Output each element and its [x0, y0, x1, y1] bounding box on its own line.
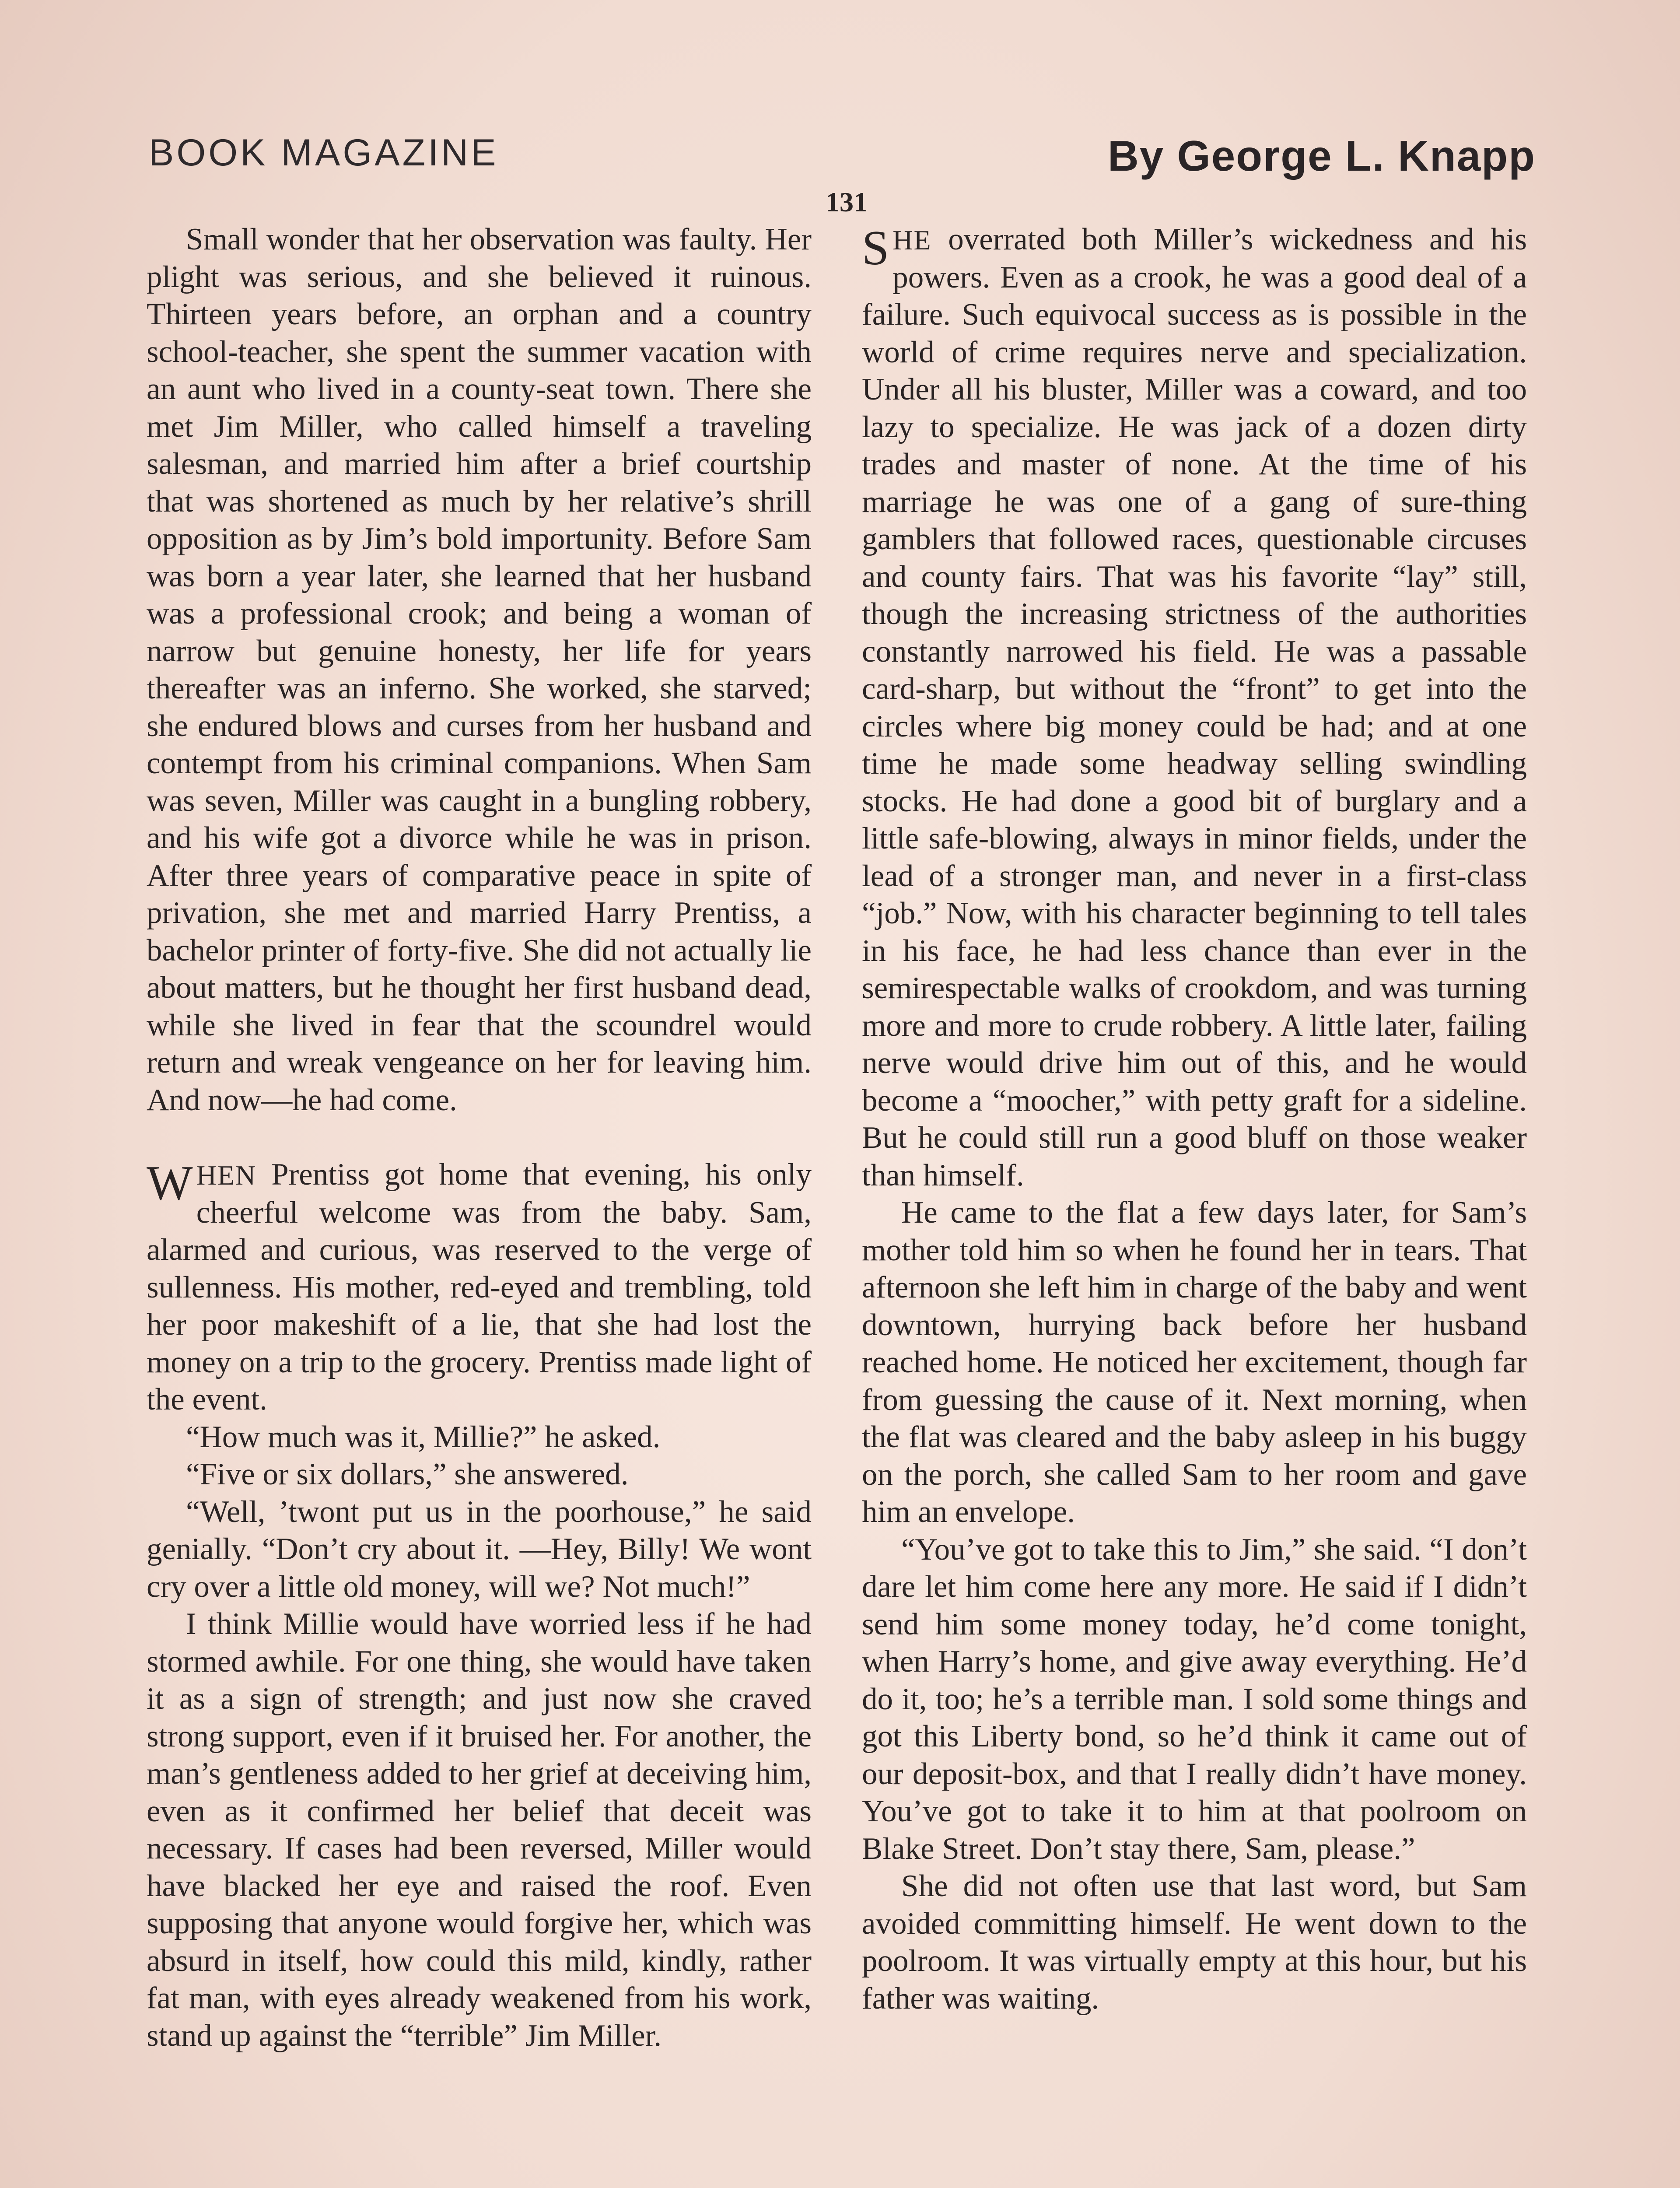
page-number: 131 [826, 186, 868, 217]
paragraph: Small wonder that her observation was faulty. Her plight was serious, and she believed it ruinous. Thirteen years before, an orphan and a country school-teacher, she spent the summer vacation with an aunt who lived in a county-seat town. There she met Jim Miller, who called himself a traveling salesman, and married him after a brief courtship that was shortened as much by her relative’s shrill opposition as by Jim’s bold importunity. Before Sam was born a year later, she learned that her husband was a professional crook; and being a woman of narrow but genuine honesty, her life for years thereafter was an inferno. She worked, she starved; she endured blows and curses from her husband and contempt from his criminal companions. When Sam was seven, Miller was caught in a bungling robbery, and his wife got a divorce while he was in prison. After three years of comparative peace in spite of privation, she met and married Harry Prentiss, a bachelor printer of forty-five. She did not actually lie about matters, but he thought her first husband dead, while she lived in fear that the scoundrel would return and wreak vengeance on her for leaving him. And now—he had come. [147, 222, 812, 1117]
paragraph: I think Millie would have worried less if he had stormed awhile. For one thing, she would have taken it as a sign of strength; and just now she craved strong support, even if it bruised her. For another, the man’s gentleness added to her grief at deceiving him, even as it confirmed her belief that deceit was necessary. If cases had been reversed, Miller would have blacked her eye and raised the roof. Even supposing that anyone would forgive her, which was absurd in itself, how could this mild, kindly, rather fat man, with eyes already weakened from his work, stand up against the “terrible” Jim Miller. [147, 1607, 812, 2053]
paragraph: “How much was it, Millie?” he asked. [186, 1420, 661, 1454]
paragraph-section-start [862, 221, 1527, 1194]
paragraph-text: Prentiss got home that evening, his only cheerful welcome was from the baby. Sam, alarmed and curious, was reserved to the verge of sullenness. His mother, red-eyed and trembling, told her poor makeshift of a lie, that she had lost the money on a trip to the grocery. Prentiss made light of the event. [147, 1157, 812, 1417]
paragraph-text: overrated both Miller’s wickedness and his powers. Even as a crook, he was a good deal of a failure. Such equivocal success as is possible in the world of crime requires nerve and specialization. Under all his bluster, Miller was a coward, and too lazy to specialize. He was jack of a dozen dirty trades and master of none. At the time of his marriage he was one of a gang of sure-thing gamblers that followed races, questionable circuses and county fairs. That was his favorite “lay” still, though the increasing strictness of the authorities constantly narrowed his field. He was a passable card-sharp, but without the “front” to get into the circles where big money could be had; and at one time he made some headway selling swindling stocks. He had done a good bit of burglary and a little safe-blowing, always in minor fields, under the lead of a stronger man, and never in a first-class “job.” Now, with his character beginning to tell tales in his face, he had less chance than ever in the semirespectable walks of crookdom, and was turning more and more to crude robbery. A little later, failing nerve would drive him out of this, and he would become a “moocher,” with petty graft for a sideline. But he could still run a good bluff on those weaker than himself. [862, 222, 1527, 1192]
paragraph: She did not often use that last word, but Sam avoided committing himself. He went down to the poolroom. It was virtually empty at this hour, but his father was waiting. [862, 1869, 1527, 2016]
running-head-author-byline: By George L. Knapp [1107, 132, 1536, 180]
paragraph: “You’ve got to take this to Jim,” she said. “I don’t dare let him come here any more. He said if I didn’t send him some money today, he’d come tonight, when Harry’s home, and give away everything. He’d do it, too; he’s a terrible man. I sold some things and got this Liberty bond, so he’d think it came out of our deposit-box, and that I really didn’t have money. You’ve got to take it to him at that poolroom on Blake Street. Don’t stay there, Sam, please.” [862, 1532, 1527, 1866]
paragraph: “Well, ’twont put us in the poorhouse,” he said genially. “Don’t cry about it. —Hey, Billy! We wont cry over a little old money, will we? Not much!” [147, 1494, 812, 1604]
running-head-magazine-title: BOOK MAGAZINE [149, 132, 499, 174]
small-caps-lead: HE [892, 224, 932, 256]
left-text-column [147, 221, 812, 2055]
right-text-column [862, 221, 1527, 2017]
paragraph-section-start [147, 1156, 812, 1419]
paragraph: “Five or six dollars,” she answered. [186, 1457, 629, 1491]
small-caps-lead: HEN [196, 1160, 257, 1191]
drop-cap: W [147, 1156, 193, 1210]
drop-cap: S [862, 221, 889, 275]
paragraph: He came to the flat a few days later, for Sam’s mother told him so when he found her in tears. That afternoon she left him in charge of the baby and went downtown, hurrying back before her husband reached home. He noticed her excitement, though far from guessing the cause of it. Next morning, when the flat was cleared and the baby asleep in his buggy on the porch, she called Sam to her room and gave him an envelope. [862, 1196, 1527, 1529]
